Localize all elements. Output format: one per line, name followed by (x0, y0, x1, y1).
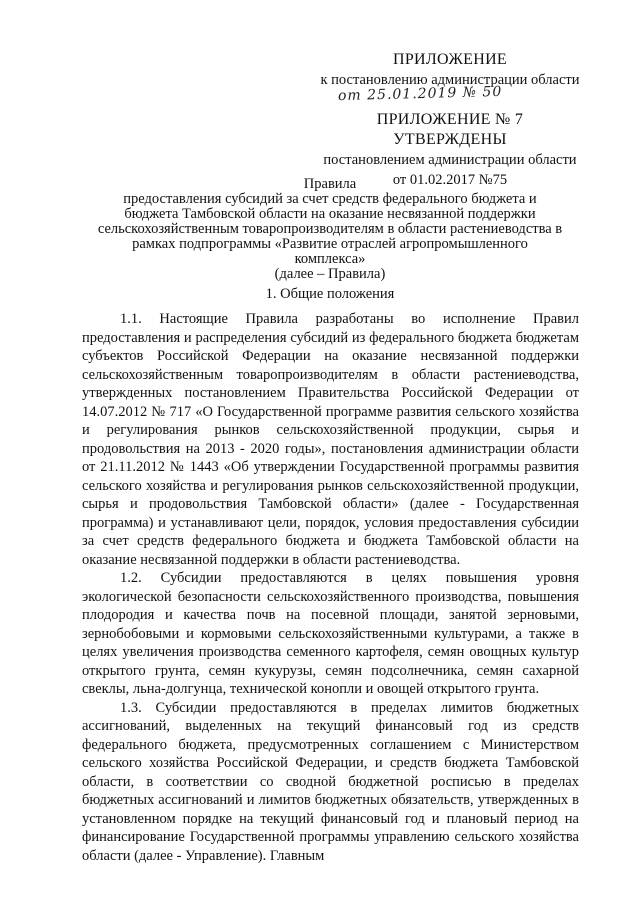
title-line: рамках подпрограммы «Развитие отраслей агропромышленного комплекса» (132, 236, 528, 267)
title-line: Правила (303, 176, 357, 192)
handwritten-reference: от 25.01.2019 № 50 (337, 83, 503, 105)
title-line: предоставления субсидий за счет средств федерального бюджета и (123, 191, 537, 207)
document-title (95, 177, 565, 282)
title-line: бюджета Тамбовской области на оказание несвязанной поддержки (124, 206, 536, 222)
title-line: сельскохозяйственным товаропроизводителям в области растениеводства в (97, 221, 563, 237)
paragraph-1-3: 1.3. Субсидии предоставляются в пределах лимитов бюджетных ассигнований, выделенных на текущий финансовый год из средств федерального бюджета, предусмотренных соглашением с Министерством сельского хозяйства Российской Федерации, и средств бюджета Тамбовской области, в соответствии со сводной бюджетной росписью в пределах бюджетных ассигнований и лимитов бюджетных обязательств, утвержденных в установленном порядке на текущий финансовый год и плановый период на финансирование Государственной программы управлению сельского хозяйства области (далее - Управление). Главным (82, 699, 579, 864)
paragraph-1-1: 1.1. Настоящие Правила разработаны во исполнение Правил предоставления и распределения субсидий из федерального бюджета бюджетам субъектов Российской Федерации на оказание несвязанной поддержки сельскохозяйственным товаропроизводителям в области растениеводства, утвержденных постановлением Правительства Российской Федерации от 14.07.2012 № 717 «О Государственной программе развития сельского хозяйства и регулирования рынков сельскохозяйственной продукции, сырья и продовольствия на 2013 - 2020 годы», постановления администрации области от 21.11.2012 № 1443 «Об утверждении Государственной программы развития сельского хозяйства и регулирования рынков сельскохозяйственной продукции, сырья и продовольствия Тамбовской области» (далее - Государственная программа) и устанавливают цели, порядок, условия предоставления субсидии за счет средств федерального бюджета и бюджета Тамбовской области на оказание несвязанной поддержки в области растениеводства. (82, 311, 579, 568)
document-body (82, 310, 579, 865)
approved-date: от 01.02.2017 №75 (392, 172, 508, 188)
appendix7-title: ПРИЛОЖЕНИЕ № 7 (376, 111, 524, 128)
appendix-title: ПРИЛОЖЕНИЕ (392, 51, 507, 68)
title-line: (далее – Правила) (274, 266, 386, 282)
section-heading: 1. Общие положения (265, 286, 395, 302)
appendix-subtitle: к постановлению администрации области (320, 72, 580, 88)
paragraph-1-2: 1.2. Субсидии предоставляются в целях повышения уровня экологической безопасности сельскохозяйственного производства, повышения плодородия и качества почв на посевной площади, занятой зерновыми, зернобобовыми и кормовыми сельскохозяйственными культурами, а также в целях увеличения производства семенного картофеля, семян овощных культур открытого грунта, семян кукурузы, семян подсолнечника, семян сахарной свеклы, льна-долгунца, технической конопли и овощей открытого грунта. (82, 570, 579, 697)
appendix-header (300, 50, 600, 90)
approved-label: УТВЕРЖДЕНЫ (393, 131, 507, 148)
approved-by: постановлением администрации области (323, 152, 577, 168)
